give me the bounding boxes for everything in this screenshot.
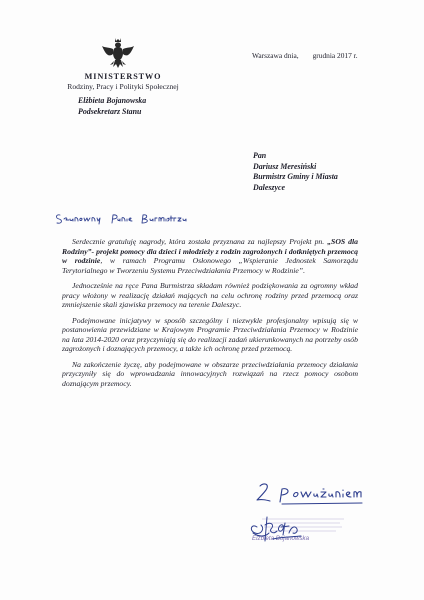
recipient-line-2: Dariusz Meresiński: [253, 161, 317, 171]
polish-eagle-emblem-icon: [101, 36, 135, 70]
handwritten-signature: [243, 503, 323, 553]
project-title: „SOS dla Rodziny”- projekt pomocy dla dzieci i młodzieży z rodzin zagrożonych i dotkniętych przemocą w rodzinie: [62, 237, 358, 265]
body-paragraph-1: Serdecznie gratuluję nagrody, która została przyznana za najlepszy Projekt pn. „SOS dla Rodziny”- projekt pomocy dla dzieci i młodzieży z rodzin zagrożonych i dotkniętych przemocą w rodzinie, w ramach Programu Osłonowego „Wspieranie Jednostek Samorządu Terytorialnego w Tworzeniu Systemu Przeciwdziałania Przemocy w Rodzinie”.: [62, 237, 358, 275]
date-line: [252, 51, 358, 60]
handwritten-salutation: [54, 211, 194, 229]
date-place: Warszawa dnia,: [252, 51, 299, 60]
body-paragraph-3: Podejmowane inicjatywy w sposób szczególny i niezwykle profesjonalny wpisują się w postanowienia przewidziane w Krajowym Programie Przeciwdziałania Przemocy w Rodzinie na lata 2014-2020 oraz przyczyniają się do realizacji zadań ukierunkowanych na potrzeby osób zagrożonych i doznających przemocy, a także ich ochronę przed przemocą.: [62, 315, 358, 353]
recipient-line-1: Pan: [253, 151, 267, 160]
body-paragraph-4: Na zakończenie życzę, aby podejmowane w obszarze przeciwdziałania przemocy działania przyczyniły się do wprowadzania innowacyjnych rozwiązań na rzecz pomocy osobom doznającym przemocy.: [62, 359, 358, 388]
body-paragraph-2: Jednocześnie na ręce Pana Burmistrza składam również podziękowania za ogromny wkład pracy włożony w realizację działań mających na celu ochronę rodziny przed przemocą oraz zmniejszenie skali zjawiska przemocy na terenie Daleszyc.: [62, 281, 358, 309]
stamp-name: Elżbieta Bojanowska: [252, 535, 310, 542]
ministry-header: [58, 72, 188, 92]
ministry-full-name: Rodziny, Pracy i Polityki Społecznej: [67, 82, 179, 91]
recipient-line-4: Daleszyce: [253, 182, 285, 192]
letter-body: [62, 237, 358, 394]
recipient-block: [253, 151, 338, 193]
ministry-name: MINISTERSTWO: [84, 72, 162, 81]
sender-title: Podsekretarz Stanu: [78, 106, 142, 116]
sender-name: Elżbieta Bojanowska: [78, 96, 147, 105]
recipient-line-3: Burmistrz Gminy i Miasta: [253, 172, 338, 182]
date-month-year: grudnia 2017 r.: [312, 51, 358, 60]
sender-block: [78, 96, 146, 117]
